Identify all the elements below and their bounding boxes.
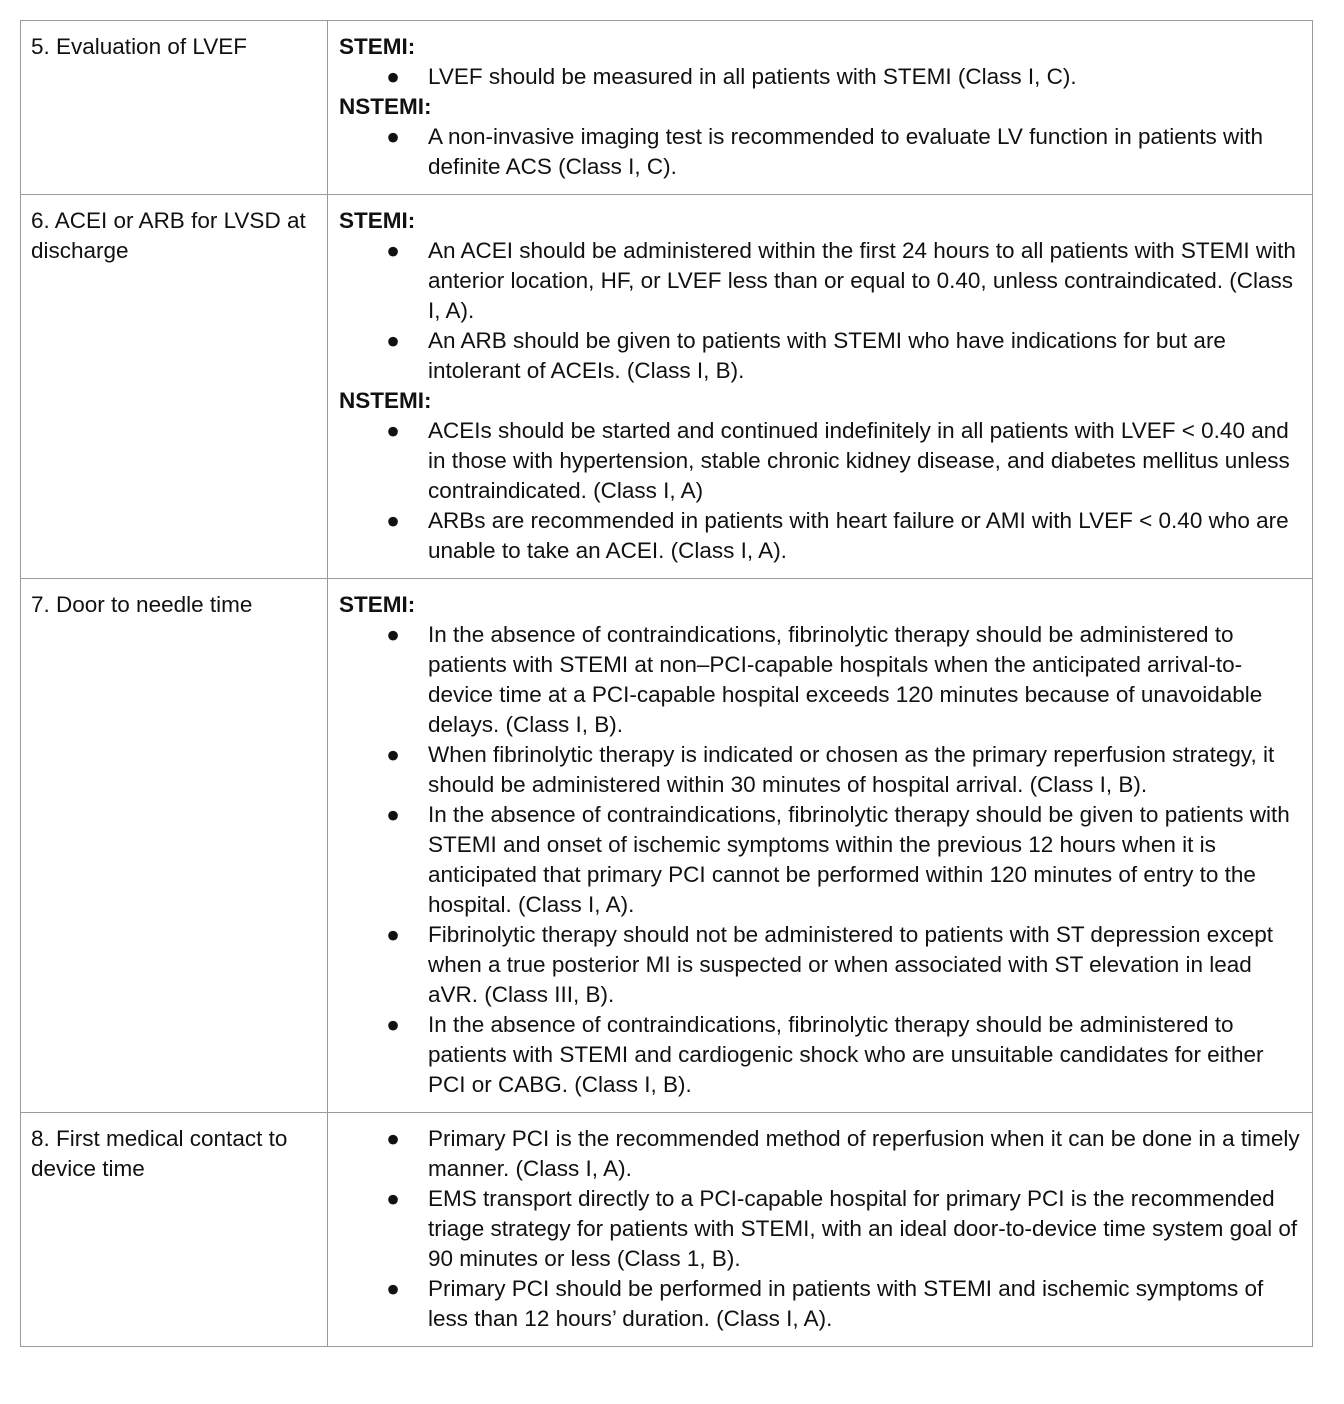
bullet-icon: ● (386, 802, 400, 827)
bullet-icon: ● (386, 622, 400, 647)
bullet-icon: ● (386, 1186, 400, 1211)
recommendation-text: A non-invasive imaging test is recommended to evaluate LV function in patients with definite ACS (Class I, C). (428, 124, 1264, 179)
recommendation-item (339, 740, 1304, 800)
bullet-icon: ● (386, 508, 400, 533)
measure-cell: 8. First medical contact to device time (21, 1113, 328, 1347)
table-row (21, 579, 1313, 1113)
recommendation-item (339, 1124, 1304, 1184)
recommendation-list (339, 416, 1304, 566)
recommendation-item (339, 416, 1304, 506)
recommendation-text: An ARB should be given to patients with STEMI who have indications for but are intolerant of ACEIs. (Class I, B). (428, 328, 1226, 383)
recommendations-cell (328, 1113, 1313, 1347)
recommendations-cell (328, 21, 1313, 195)
bullet-icon: ● (386, 124, 400, 149)
measure-cell: 5. Evaluation of LVEF (21, 21, 328, 195)
recommendation-item (339, 1274, 1304, 1334)
recommendation-text: In the absence of contraindications, fibrinolytic therapy should be given to patients with STEMI and onset of ischemic symptoms within the previous 12 hours when it is anticipated that primary PCI cannot be performed within 120 minutes of entry to the hospital. (Class I, A). (428, 802, 1290, 917)
bullet-icon: ● (386, 1276, 400, 1301)
recommendation-text: Primary PCI is the recommended method of reperfusion when it can be done in a timely manner. (Class I, A). (428, 1126, 1300, 1181)
group-heading: STEMI: (339, 592, 416, 617)
measure-cell: 6. ACEI or ARB for LVSD at discharge (21, 195, 328, 579)
bullet-icon: ● (386, 238, 400, 263)
measure-cell: 7. Door to needle time (21, 579, 328, 1113)
table-row (21, 21, 1313, 195)
group-heading: STEMI: (339, 34, 416, 59)
recommendation-text: An ACEI should be administered within the first 24 hours to all patients with STEMI with anterior location, HF, or LVEF less than or equal to 0.40, unless contraindicated. (Class I, A). (428, 238, 1296, 323)
recommendation-item (339, 62, 1304, 92)
recommendation-text: Primary PCI should be performed in patients with STEMI and ischemic symptoms of less than 12 hours’ duration. (Class I, A). (428, 1276, 1264, 1331)
recommendation-item (339, 1184, 1304, 1274)
group-heading: NSTEMI: (339, 388, 432, 413)
bullet-icon: ● (386, 922, 400, 947)
recommendation-text: In the absence of contraindications, fibrinolytic therapy should be administered to patients with STEMI at non–PCI-capable hospitals when the anticipated arrival-to-device time at a PCI-capable hospital exceeds 120 minutes because of unavoidable delays. (Class I, B). (428, 622, 1263, 737)
bullet-icon: ● (386, 1126, 400, 1151)
recommendation-list (339, 1124, 1304, 1334)
recommendation-item (339, 620, 1304, 740)
recommendations-cell (328, 579, 1313, 1113)
recommendation-list (339, 620, 1304, 1100)
recommendation-text: When fibrinolytic therapy is indicated or chosen as the primary reperfusion strategy, it should be administered within 30 minutes of hospital arrival. (Class I, B). (428, 742, 1275, 797)
bullet-icon: ● (386, 418, 400, 443)
bullet-icon: ● (386, 742, 400, 767)
recommendation-item (339, 800, 1304, 920)
recommendations-cell (328, 195, 1313, 579)
bullet-icon: ● (386, 64, 400, 89)
recommendation-list (339, 122, 1304, 182)
recommendation-text: In the absence of contraindications, fibrinolytic therapy should be administered to patients with STEMI and cardiogenic shock who are unsuitable candidates for either PCI or CABG. (Class I, B). (428, 1012, 1264, 1097)
recommendation-text: ARBs are recommended in patients with heart failure or AMI with LVEF < 0.40 who are unable to take an ACEI. (Class I, A). (428, 508, 1289, 563)
recommendation-text: LVEF should be measured in all patients with STEMI (Class I, C). (428, 64, 1077, 89)
guidelines-table (20, 20, 1313, 1347)
recommendation-item (339, 1010, 1304, 1100)
bullet-icon: ● (386, 1012, 400, 1037)
recommendation-item (339, 506, 1304, 566)
recommendation-text: Fibrinolytic therapy should not be administered to patients with ST depression except when a true posterior MI is suspected or when associated with ST elevation in lead aVR. (Class III, B). (428, 922, 1274, 1007)
recommendation-text: EMS transport directly to a PCI-capable hospital for primary PCI is the recommended triage strategy for patients with STEMI, with an ideal door-to-device time system goal of 90 minutes or less (Class 1, B). (428, 1186, 1298, 1271)
table-row (21, 195, 1313, 579)
recommendation-list (339, 62, 1304, 92)
recommendation-list (339, 236, 1304, 386)
recommendation-item (339, 236, 1304, 326)
group-heading: NSTEMI: (339, 94, 432, 119)
table-row (21, 1113, 1313, 1347)
recommendation-item (339, 326, 1304, 386)
recommendation-text: ACEIs should be started and continued indefinitely in all patients with LVEF < 0.40 and in those with hypertension, stable chronic kidney disease, and diabetes mellitus unless contraindicated. (Class I, A) (428, 418, 1290, 503)
recommendation-item (339, 122, 1304, 182)
bullet-icon: ● (386, 328, 400, 353)
recommendation-item (339, 920, 1304, 1010)
group-heading: STEMI: (339, 208, 416, 233)
